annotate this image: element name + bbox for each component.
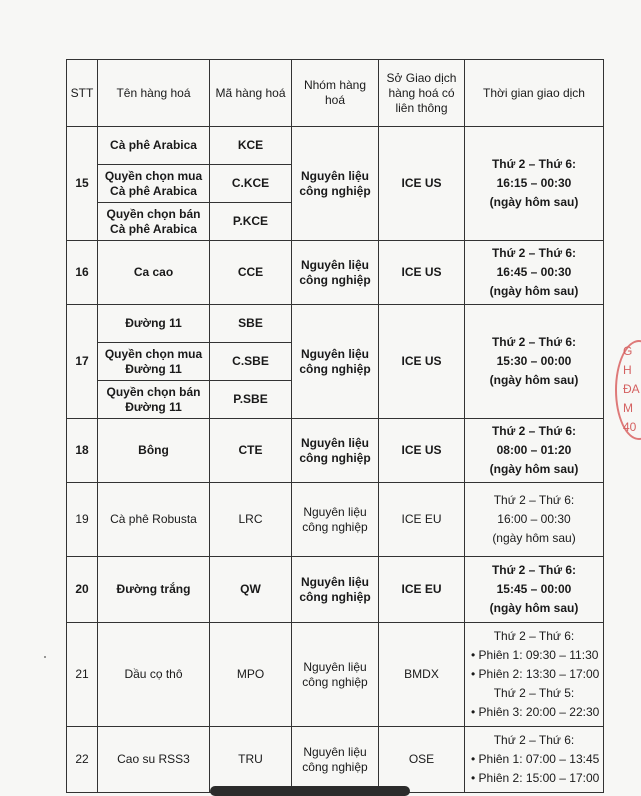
cell-time <box>465 241 604 305</box>
cell-exchange: ICE EU <box>379 483 465 557</box>
time-line: • Phiên 3: 20:00 – 22:30 <box>471 705 600 719</box>
cell-group: Nguyên liệu công nghiệp <box>292 557 379 623</box>
time-line: Thứ 2 – Thứ 6: <box>491 246 577 260</box>
table-row <box>67 483 604 557</box>
cell-code: MPO <box>210 623 292 727</box>
cell-stt: 21 <box>67 623 98 727</box>
cell-time <box>465 557 604 623</box>
time-line: • Phiên 1: 07:00 – 13:45 <box>471 752 600 766</box>
cell-exchange: ICE US <box>379 241 465 305</box>
seal-text: G <box>623 344 633 358</box>
time-line: Thứ 2 – Thứ 6: <box>491 335 577 349</box>
time-line: 08:00 – 01:20 <box>496 443 572 457</box>
time-line: 15:45 – 00:00 <box>496 582 572 596</box>
time-line: Thứ 2 – Thứ 5: <box>493 686 575 700</box>
cell-stt: 19 <box>67 483 98 557</box>
time-line: 16:45 – 00:30 <box>496 265 572 279</box>
time-line: Thứ 2 – Thứ 6: <box>493 629 575 643</box>
time-line: (ngày hôm sau) <box>489 601 579 615</box>
cell-stt: 17 <box>67 305 98 419</box>
trading-hours-table <box>66 59 604 793</box>
cell-group: Nguyên liệu công nghiệp <box>292 419 379 483</box>
cell-time <box>465 727 604 793</box>
cell-group: Nguyên liệu công nghiệp <box>292 727 379 793</box>
time-line: 16:15 – 00:30 <box>496 176 572 190</box>
cell-code: P.KCE <box>210 203 292 241</box>
seal-text: ĐA <box>623 382 640 396</box>
time-line: (ngày hôm sau) <box>492 531 576 545</box>
table-row <box>67 127 604 165</box>
header-exchange: Sở Giao dịch hàng hoá có liên thông <box>379 60 465 127</box>
cell-name: Quyền chọn bán Đường 11 <box>98 381 210 419</box>
table-row <box>67 557 604 623</box>
cell-code: TRU <box>210 727 292 793</box>
time-line: (ngày hôm sau) <box>489 373 579 387</box>
seal-text: 40 <box>623 420 637 434</box>
table-row <box>67 241 604 305</box>
cell-stt: 16 <box>67 241 98 305</box>
time-line: • Phiên 2: 13:30 – 17:00 <box>471 667 600 681</box>
cell-group: Nguyên liệu công nghiệp <box>292 305 379 419</box>
cell-name: Quyền chọn mua Cà phê Arabica <box>98 165 210 203</box>
time-line: • Phiên 1: 09:30 – 11:30 <box>471 648 599 662</box>
cell-time <box>465 419 604 483</box>
time-line: Thứ 2 – Thứ 6: <box>493 493 575 507</box>
header-code: Mã hàng hoá <box>210 60 292 127</box>
cell-code: KCE <box>210 127 292 165</box>
cell-code: SBE <box>210 305 292 343</box>
cell-name: Cao su RSS3 <box>98 727 210 793</box>
red-stamp-seal <box>615 340 641 440</box>
cell-name: Bông <box>98 419 210 483</box>
cell-stt: 15 <box>67 127 98 241</box>
cell-code: P.SBE <box>210 381 292 419</box>
time-line: (ngày hôm sau) <box>489 284 579 298</box>
header-time: Thời gian giao dịch <box>465 60 604 127</box>
table-row <box>67 419 604 483</box>
table-row <box>67 727 604 793</box>
cell-exchange: BMDX <box>379 623 465 727</box>
cell-group: Nguyên liệu công nghiệp <box>292 127 379 241</box>
cell-time <box>465 483 604 557</box>
cell-name: Cà phê Arabica <box>98 127 210 165</box>
cell-name: Quyền chọn mua Đường 11 <box>98 343 210 381</box>
time-line: Thứ 2 – Thứ 6: <box>491 424 577 438</box>
seal-text: H <box>623 363 632 377</box>
cell-time <box>465 127 604 241</box>
seal-text: M <box>623 401 633 415</box>
table-row <box>67 305 604 343</box>
header-name: Tên hàng hoá <box>98 60 210 127</box>
time-line: Thứ 2 – Thứ 6: <box>491 157 577 171</box>
header-stt: STT <box>67 60 98 127</box>
cell-name: Đường trắng <box>98 557 210 623</box>
cell-name: Đường 11 <box>98 305 210 343</box>
cell-stt: 20 <box>67 557 98 623</box>
time-line: (ngày hôm sau) <box>489 462 579 476</box>
cell-name: Quyền chọn bán Cà phê Arabica <box>98 203 210 241</box>
cell-group: Nguyên liệu công nghiệp <box>292 623 379 727</box>
time-line: (ngày hôm sau) <box>489 195 579 209</box>
cell-code: LRC <box>210 483 292 557</box>
cell-time <box>465 623 604 727</box>
cell-name: Ca cao <box>98 241 210 305</box>
cell-group: Nguyên liệu công nghiệp <box>292 241 379 305</box>
cell-time <box>465 305 604 419</box>
cell-exchange: OSE <box>379 727 465 793</box>
scan-speck <box>44 656 46 658</box>
cell-name: Dầu cọ thô <box>98 623 210 727</box>
cell-code: C.SBE <box>210 343 292 381</box>
cell-exchange: ICE US <box>379 127 465 241</box>
cell-group: Nguyên liệu công nghiệp <box>292 483 379 557</box>
cell-code: QW <box>210 557 292 623</box>
time-line: Thứ 2 – Thứ 6: <box>491 563 577 577</box>
table-row <box>67 623 604 727</box>
cell-code: C.KCE <box>210 165 292 203</box>
header-group: Nhóm hàng hoá <box>292 60 379 127</box>
cell-code: CCE <box>210 241 292 305</box>
cell-exchange: ICE EU <box>379 557 465 623</box>
time-line: Thứ 2 – Thứ 6: <box>493 733 575 747</box>
cell-stt: 18 <box>67 419 98 483</box>
cell-code: CTE <box>210 419 292 483</box>
time-line: • Phiên 2: 15:00 – 17:00 <box>471 771 600 785</box>
cell-name: Cà phê Robusta <box>98 483 210 557</box>
cell-stt: 22 <box>67 727 98 793</box>
table-header-row <box>67 60 604 127</box>
time-line: 15:30 – 00:00 <box>496 354 572 368</box>
cell-exchange: ICE US <box>379 419 465 483</box>
bottom-scroll-bar[interactable] <box>210 786 410 796</box>
time-line: 16:00 – 00:30 <box>497 512 571 526</box>
cell-exchange: ICE US <box>379 305 465 419</box>
